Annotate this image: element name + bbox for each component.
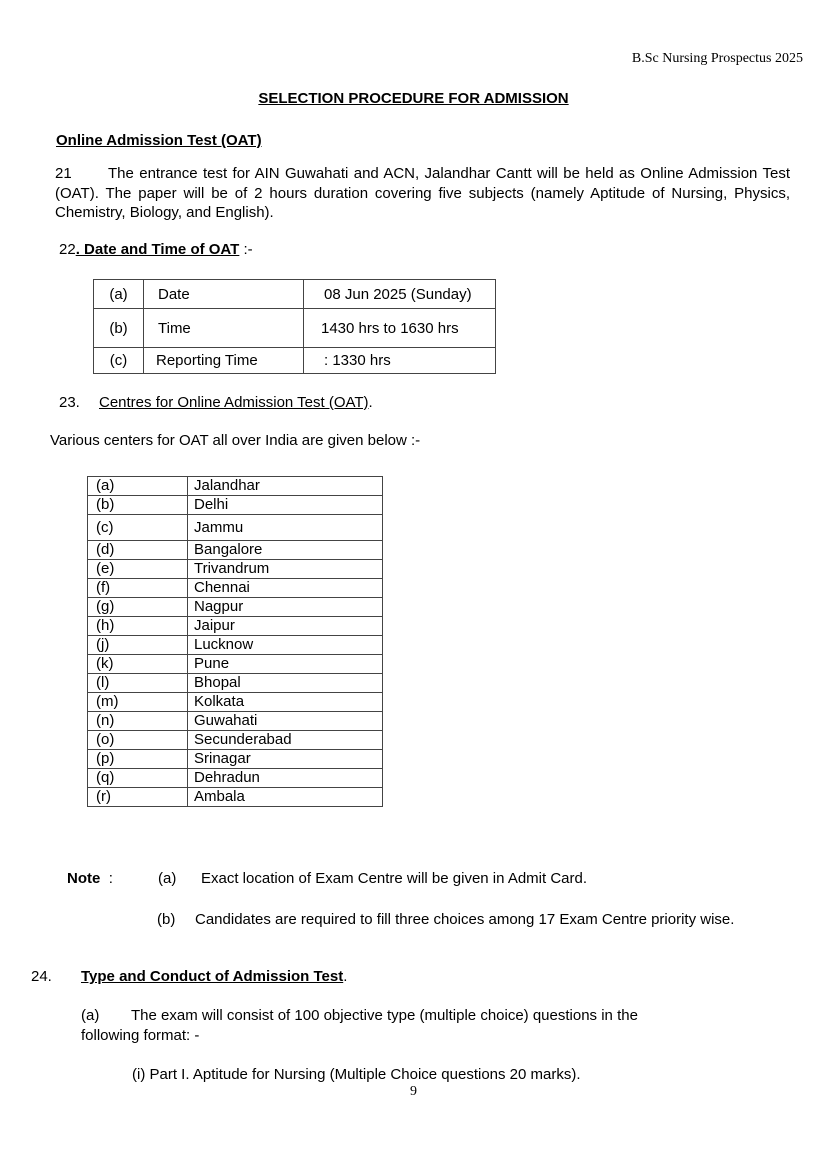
heading-suffix: . (343, 968, 348, 985)
paragraph-number: 23. (59, 394, 80, 411)
row-value: 1430 hrs to 1630 hrs (304, 309, 496, 348)
centre-name: Kolkata (188, 693, 383, 712)
note-item-a (158, 870, 587, 887)
paragraph-22-heading (59, 241, 253, 258)
centre-name: Dehradun (188, 769, 383, 788)
note-key: (a) (158, 870, 177, 887)
paragraph-number: 24. (31, 968, 52, 985)
centre-key: (n) (88, 712, 188, 731)
centre-key: (o) (88, 731, 188, 750)
centre-name: Lucknow (188, 636, 383, 655)
centre-key: (c) (88, 515, 188, 541)
centre-key: (h) (88, 617, 188, 636)
paragraph-23-heading (59, 394, 373, 411)
paragraph-24-a (81, 1006, 681, 1046)
table-row (88, 496, 383, 515)
centre-key: (q) (88, 769, 188, 788)
centre-name: Jalandhar (188, 477, 383, 496)
paragraph-number: 21 (55, 165, 72, 182)
table-row (88, 712, 383, 731)
centre-key: (e) (88, 560, 188, 579)
centre-name: Bhopal (188, 674, 383, 693)
centre-key: (d) (88, 541, 188, 560)
table-row (88, 579, 383, 598)
centres-table (87, 476, 383, 807)
centre-name: Jammu (188, 515, 383, 541)
centre-name: Ambala (188, 788, 383, 807)
centre-key: (b) (88, 496, 188, 515)
table-row (88, 560, 383, 579)
row-key: (b) (94, 309, 144, 348)
page-number: 9 (410, 1084, 417, 1099)
centre-key: (f) (88, 579, 188, 598)
centre-name: Srinagar (188, 750, 383, 769)
paragraph-text: The exam will consist of 100 objective type (multiple choice) questions in the following format: - (81, 1007, 638, 1044)
date-time-table (93, 279, 496, 374)
paragraph-24-heading (31, 968, 347, 985)
centre-key: (a) (88, 477, 188, 496)
centre-key: (r) (88, 788, 188, 807)
row-label: Time (144, 309, 304, 348)
page-title: SELECTION PROCEDURE FOR ADMISSION (258, 90, 569, 107)
table-row (88, 617, 383, 636)
paragraph-21 (55, 164, 790, 223)
heading-text: Type and Conduct of Admission Test (81, 968, 344, 985)
table-row (94, 348, 496, 374)
row-value: 08 Jun 2025 (Sunday) (304, 280, 496, 309)
table-row (88, 598, 383, 617)
table-row (88, 769, 383, 788)
note-label: Note : (67, 870, 113, 887)
centre-name: Chennai (188, 579, 383, 598)
centre-key: (m) (88, 693, 188, 712)
heading-text: Centres for Online Admission Test (OAT) (99, 394, 369, 411)
table-row (88, 541, 383, 560)
table-row (88, 477, 383, 496)
paragraph-number: 22 (59, 241, 76, 258)
table-row (88, 693, 383, 712)
table-row (88, 515, 383, 541)
centre-name: Trivandrum (188, 560, 383, 579)
note-item-b (157, 910, 741, 930)
section-heading-oat: Online Admission Test (OAT) (56, 132, 262, 149)
centre-key: (k) (88, 655, 188, 674)
centre-name: Jaipur (188, 617, 383, 636)
table-row (94, 280, 496, 309)
heading-text: . Date and Time of OAT (75, 241, 240, 258)
table-row (88, 731, 383, 750)
table-row (94, 309, 496, 348)
table-row (88, 674, 383, 693)
paragraph-key: (a) (81, 1007, 100, 1024)
heading-suffix: :- (239, 241, 253, 258)
row-key: (c) (94, 348, 144, 374)
paragraph-text: The entrance test for AIN Guwahati and ACN, Jalandhar Cantt will be held as Online Admission Test (OAT). The paper will be of 2 hours duration covering five subjects (namely Aptitude of Nursing, Physics, Chemistry, Biology, and English). (55, 165, 790, 221)
centre-name: Secunderabad (188, 731, 383, 750)
centre-name: Nagpur (188, 598, 383, 617)
table-row (88, 655, 383, 674)
note-text: Candidates are required to fill three choices among 17 Exam Centre priority wise. (195, 911, 735, 928)
table-row (88, 750, 383, 769)
heading-suffix: . (368, 394, 373, 411)
table-row (88, 788, 383, 807)
note-key: (b) (157, 911, 176, 928)
note-text: Exact location of Exam Centre will be given in Admit Card. (201, 870, 588, 887)
centre-name: Guwahati (188, 712, 383, 731)
paragraph-24-a-i: (i) Part I. Aptitude for Nursing (Multiple Choice questions 20 marks). (132, 1066, 581, 1083)
running-header: B.Sc Nursing Prospectus 2025 (631, 51, 803, 66)
centre-key: (p) (88, 750, 188, 769)
centre-key: (l) (88, 674, 188, 693)
row-value: : 1330 hrs (304, 348, 496, 374)
centre-key: (j) (88, 636, 188, 655)
centres-intro: Various centers for OAT all over India are given below :- (50, 432, 421, 449)
centre-name: Pune (188, 655, 383, 674)
row-key: (a) (94, 280, 144, 309)
table-row (88, 636, 383, 655)
centre-name: Delhi (188, 496, 383, 515)
centre-key: (g) (88, 598, 188, 617)
row-label: Reporting Time (144, 348, 304, 374)
row-label: Date (144, 280, 304, 309)
centre-name: Bangalore (188, 541, 383, 560)
